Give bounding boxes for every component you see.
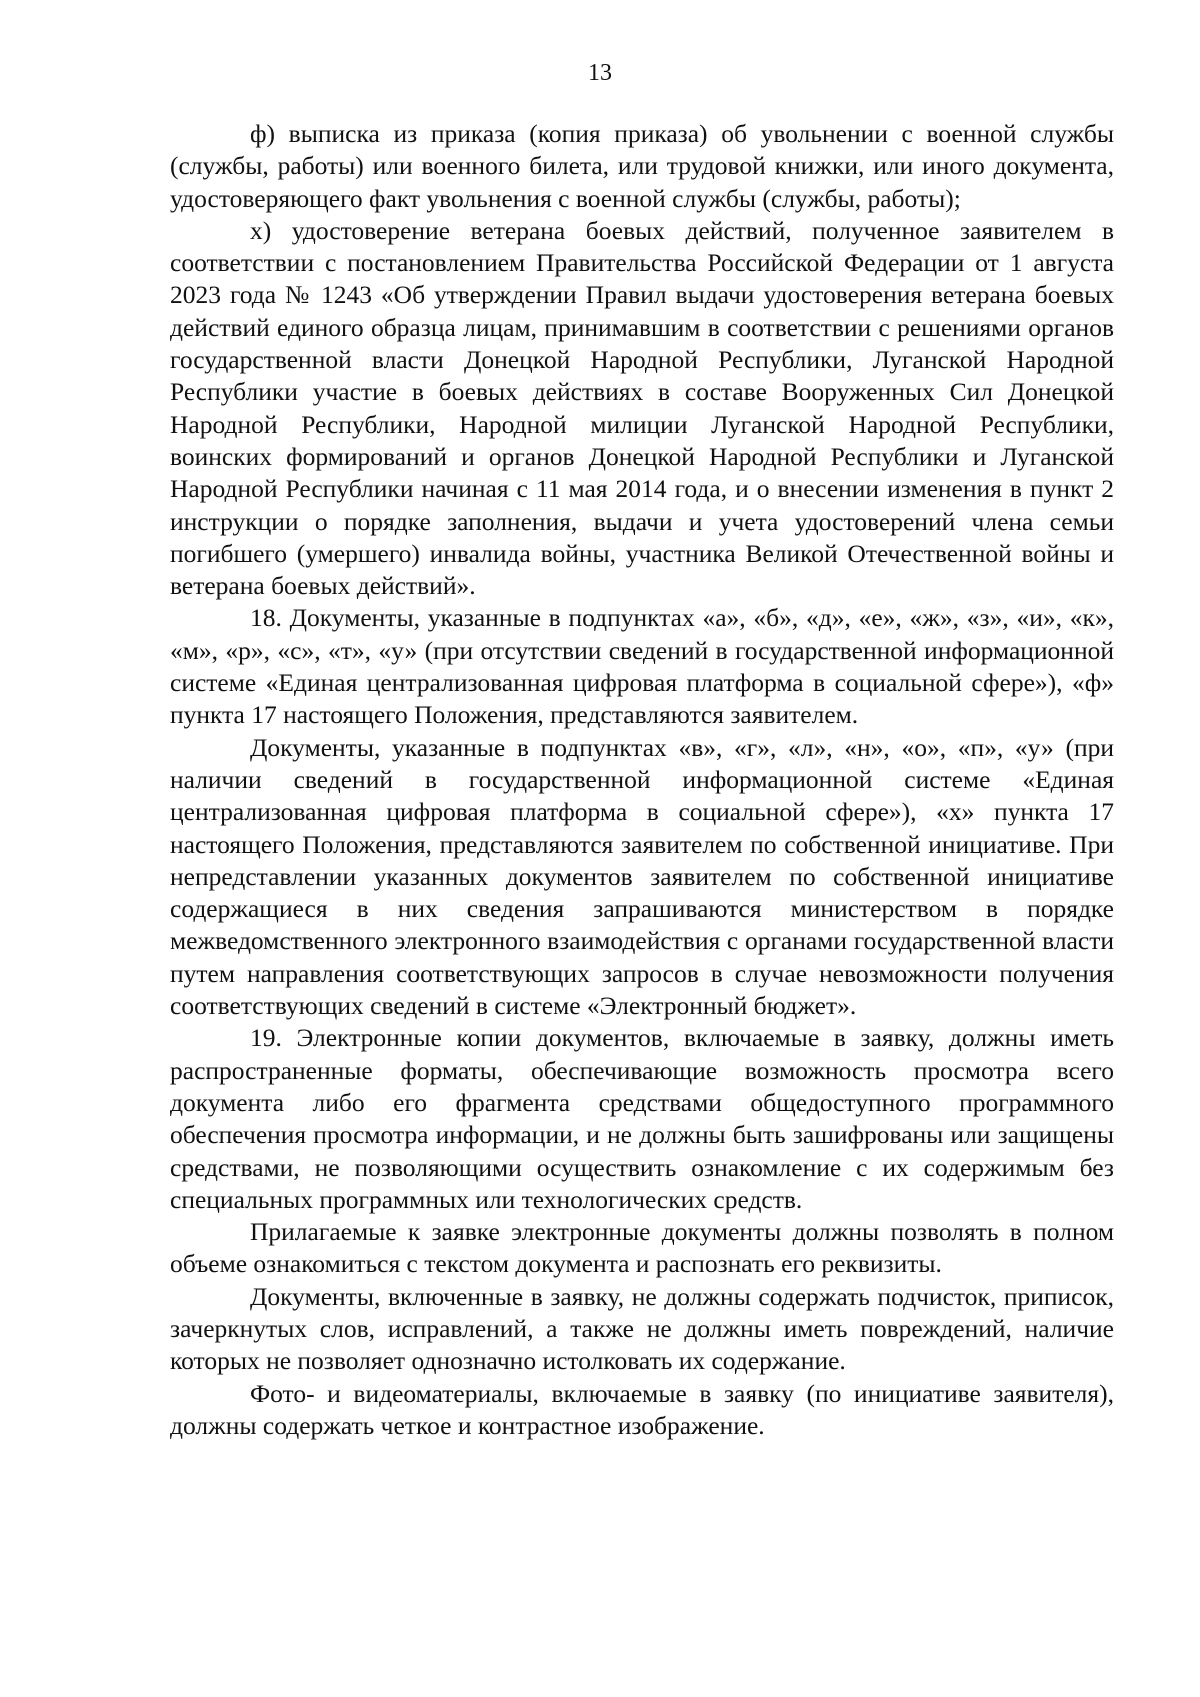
paragraph-item-18-continued: Документы, указанные в подпунктах «в», «г», «л», «н», «о», «п», «у» (при наличии сведений в государственной информационной системе «Единая централизованная цифровая платформа в социальной сфере»), «х» пункта 17 настоящего Положения, представляются заявителем по собственной инициативе. При непредставлении указанных документов заявителем по собственной инициативе содержащиеся в них сведения запрашиваются министерством в порядке межведомственного электронного взаимодействия с органами государственной власти путем направления соответствующих запросов в случае невозможности получения соответствующих сведений в системе «Электронный бюджет».	[170, 732, 1114, 1021]
paragraph-item-18: 18. Документы, указанные в подпунктах «а», «б», «д», «е», «ж», «з», «и», «к», «м», «р», «с», «т», «у» (при отсутствии сведений в государственной информационной системе «Единая централизованная цифровая платформа в социальной сфере»), «ф» пункта 17 настоящего Положения, представляются заявителем.	[170, 603, 1114, 730]
paragraph-subitem-kh: х) удостоверение ветерана боевых действий, полученное заявителем в соответствии с постановлением Правительства Российской Федерации от 1 августа 2023 года № 1243 «Об утверждении Правил выдачи удостоверения ветерана боевых действий единого образца лицам, принимавшим в соответствии с решениями органов государственной власти Донецкой Народной Республики, Луганской Народной Республики участие в боевых действиях в составе Вооруженных Сил Донецкой Народной Республики, Народной милиции Луганской Народной Республики, воинских формирований и органов Донецкой Народной Республики и Луганской Народной Республики начиная с 11 мая 2014 года, и о внесении изменения в пункт 2 инструкции о порядке заполнения, выдачи и учета удостоверений члена семьи погибшего (умершего) инвалида войны, участника Великой Отечественной войны и ветерана боевых действий».	[170, 215, 1114, 601]
paragraph-subitem-f: ф) выписка из приказа (копия приказа) об увольнении с военной службы (службы, работы) или военного билета, или трудовой книжки, или иного документа, удостоверяющего факт увольнения с военной службы (службы, работы);	[170, 119, 1114, 213]
page-number: 13	[588, 60, 612, 86]
paragraph-item-19: 19. Электронные копии документов, включаемые в заявку, должны иметь распространенные форматы, обеспечивающие возможность просмотра всего документа либо его фрагмента средствами общедоступного программного обеспечения просмотра информации, и не должны быть зашифрованы или защищены средствами, не позволяющими осуществить ознакомление с их содержимым без специальных программных или технологических средств.	[170, 1023, 1114, 1214]
document-body	[170, 118, 1114, 1442]
paragraph-item-19-attachments: Прилагаемые к заявке электронные документы должны позволять в полном объеме ознакомиться с текстом документа и распознать его реквизиты.	[170, 1217, 1114, 1279]
paragraph-item-19-media: Фото- и видеоматериалы, включаемые в заявку (по инициативе заявителя), должны содержать четкое и контрастное изображение.	[170, 1378, 1114, 1440]
paragraph-item-19-requirements: Документы, включенные в заявку, не должны содержать подчисток, приписок, зачеркнутых слов, исправлений, а также не должны иметь повреждений, наличие которых не позволяет однозначно истолковать их содержание.	[170, 1281, 1114, 1376]
